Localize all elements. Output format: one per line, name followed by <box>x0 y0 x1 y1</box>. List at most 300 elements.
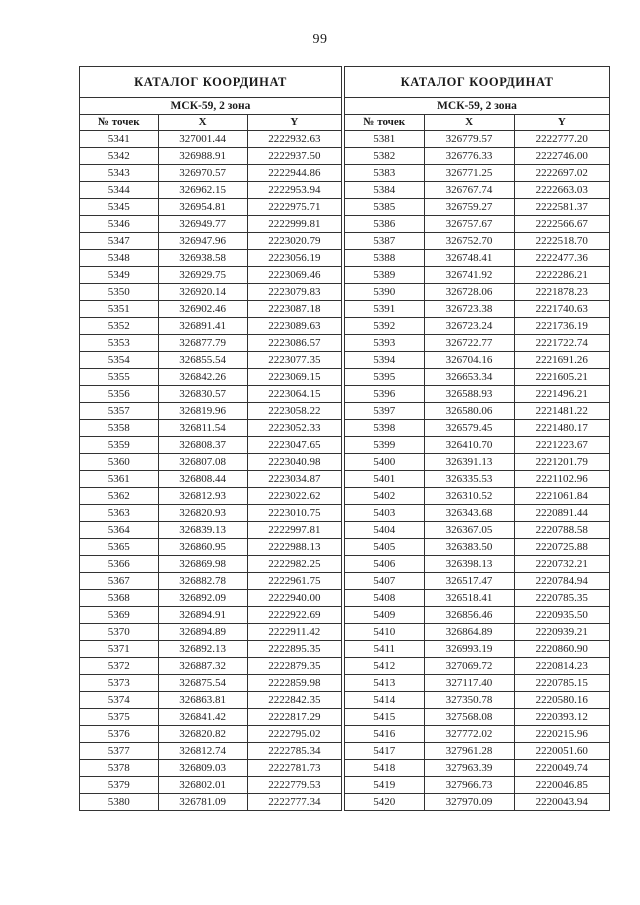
x-coordinate-cell: 326993.19 <box>424 641 514 658</box>
x-coordinate-cell: 327961.28 <box>424 743 514 760</box>
y-coordinate-cell: 2222982.25 <box>247 556 341 573</box>
table-row <box>80 607 342 624</box>
y-coordinate-cell: 2220049.74 <box>514 760 609 777</box>
table-row <box>345 471 610 488</box>
x-coordinate-cell: 326748.41 <box>424 250 514 267</box>
y-coordinate-cell: 2220785.15 <box>514 675 609 692</box>
y-coordinate-cell: 2222781.73 <box>247 760 341 777</box>
point-number-cell: 5344 <box>80 182 159 199</box>
x-coordinate-cell: 326410.70 <box>424 437 514 454</box>
point-number-cell: 5391 <box>345 301 425 318</box>
y-coordinate-cell: 2220860.90 <box>514 641 609 658</box>
x-coordinate-cell: 326820.93 <box>158 505 247 522</box>
y-coordinate-cell: 2220043.94 <box>514 794 609 811</box>
y-coordinate-cell: 2223079.83 <box>247 284 341 301</box>
x-coordinate-cell: 326391.13 <box>424 454 514 471</box>
table-row <box>345 403 610 420</box>
point-number-cell: 5404 <box>345 522 425 539</box>
point-number-cell: 5359 <box>80 437 159 454</box>
y-coordinate-cell: 2223087.18 <box>247 301 341 318</box>
x-coordinate-cell: 326335.53 <box>424 471 514 488</box>
point-number-cell: 5375 <box>80 709 159 726</box>
point-number-cell: 5420 <box>345 794 425 811</box>
y-coordinate-cell: 2220725.88 <box>514 539 609 556</box>
x-coordinate-cell: 326767.74 <box>424 182 514 199</box>
table-row <box>80 624 342 641</box>
point-number-cell: 5414 <box>345 692 425 709</box>
table-row <box>345 148 610 165</box>
point-number-cell: 5394 <box>345 352 425 369</box>
y-coordinate-cell: 2223034.87 <box>247 471 341 488</box>
table-row <box>345 488 610 505</box>
point-number-cell: 5408 <box>345 590 425 607</box>
table-row <box>345 182 610 199</box>
point-number-cell: 5378 <box>80 760 159 777</box>
page-number: 99 <box>312 32 328 47</box>
table-row <box>80 777 342 794</box>
x-coordinate-cell: 326579.45 <box>424 420 514 437</box>
table-row <box>80 199 342 216</box>
table-row <box>80 641 342 658</box>
point-number-cell: 5397 <box>345 403 425 420</box>
point-number-cell: 5350 <box>80 284 159 301</box>
point-number-cell: 5415 <box>345 709 425 726</box>
x-coordinate-cell: 326310.52 <box>424 488 514 505</box>
point-number-cell: 5402 <box>345 488 425 505</box>
table-row <box>345 658 610 675</box>
point-number-cell: 5419 <box>345 777 425 794</box>
x-coordinate-cell: 326891.41 <box>158 318 247 335</box>
y-coordinate-cell: 2223077.35 <box>247 352 341 369</box>
x-coordinate-cell: 326808.37 <box>158 437 247 454</box>
x-coordinate-cell: 327568.08 <box>424 709 514 726</box>
y-coordinate-cell: 2221201.79 <box>514 454 609 471</box>
x-coordinate-cell: 326819.96 <box>158 403 247 420</box>
y-coordinate-cell: 2223069.15 <box>247 369 341 386</box>
table-row <box>80 692 342 709</box>
x-coordinate-cell: 326517.47 <box>424 573 514 590</box>
point-number-cell: 5400 <box>345 454 425 471</box>
y-coordinate-cell: 2222746.00 <box>514 148 609 165</box>
y-coordinate-cell: 2222937.50 <box>247 148 341 165</box>
table-row <box>80 352 342 369</box>
y-coordinate-cell: 2220732.21 <box>514 556 609 573</box>
x-coordinate-cell: 326947.96 <box>158 233 247 250</box>
x-coordinate-cell: 326812.93 <box>158 488 247 505</box>
point-number-cell: 5351 <box>80 301 159 318</box>
column-header-point-number: № точек <box>80 115 159 131</box>
table-row <box>345 607 610 624</box>
table-row <box>80 403 342 420</box>
x-coordinate-cell: 326802.01 <box>158 777 247 794</box>
x-coordinate-cell: 326875.54 <box>158 675 247 692</box>
x-coordinate-cell: 326809.03 <box>158 760 247 777</box>
x-coordinate-cell: 326704.16 <box>424 352 514 369</box>
y-coordinate-cell: 2220891.44 <box>514 505 609 522</box>
y-coordinate-cell: 2222997.81 <box>247 522 341 539</box>
table-row <box>80 488 342 505</box>
x-coordinate-cell: 327069.72 <box>424 658 514 675</box>
y-coordinate-cell: 2220785.35 <box>514 590 609 607</box>
table-row <box>345 216 610 233</box>
point-number-cell: 5363 <box>80 505 159 522</box>
point-number-cell: 5382 <box>345 148 425 165</box>
x-coordinate-cell: 326820.82 <box>158 726 247 743</box>
table-row <box>345 675 610 692</box>
y-coordinate-cell: 2223047.65 <box>247 437 341 454</box>
x-coordinate-cell: 326902.46 <box>158 301 247 318</box>
y-coordinate-cell: 2223022.62 <box>247 488 341 505</box>
x-coordinate-cell: 327001.44 <box>158 131 247 148</box>
table-row <box>345 301 610 318</box>
table-row <box>345 760 610 777</box>
point-number-cell: 5392 <box>345 318 425 335</box>
table-row <box>80 250 342 267</box>
x-coordinate-cell: 326776.33 <box>424 148 514 165</box>
table-row <box>345 284 610 301</box>
table-row <box>80 743 342 760</box>
table-row <box>345 556 610 573</box>
x-coordinate-cell: 326343.68 <box>424 505 514 522</box>
coordinate-catalog-right <box>344 66 610 811</box>
column-header-point-number: № точек <box>345 115 425 131</box>
table-row <box>345 233 610 250</box>
x-coordinate-cell: 326808.44 <box>158 471 247 488</box>
table-row <box>345 743 610 760</box>
catalog-zone: МСК-59, 2 зона <box>80 98 342 115</box>
x-coordinate-cell: 326383.50 <box>424 539 514 556</box>
point-number-cell: 5353 <box>80 335 159 352</box>
table-row <box>345 794 610 811</box>
x-coordinate-cell: 327117.40 <box>424 675 514 692</box>
y-coordinate-cell: 2220051.60 <box>514 743 609 760</box>
y-coordinate-cell: 2221691.26 <box>514 352 609 369</box>
y-coordinate-cell: 2222785.34 <box>247 743 341 760</box>
table-row <box>80 590 342 607</box>
y-coordinate-cell: 2222477.36 <box>514 250 609 267</box>
table-row <box>345 709 610 726</box>
x-coordinate-cell: 326887.32 <box>158 658 247 675</box>
table-row <box>345 318 610 335</box>
y-coordinate-cell: 2222911.42 <box>247 624 341 641</box>
table-row <box>345 386 610 403</box>
x-coordinate-cell: 326781.09 <box>158 794 247 811</box>
point-number-cell: 5352 <box>80 318 159 335</box>
x-coordinate-cell: 326929.75 <box>158 267 247 284</box>
point-number-cell: 5364 <box>80 522 159 539</box>
table-row <box>80 658 342 675</box>
x-coordinate-cell: 326807.08 <box>158 454 247 471</box>
point-number-cell: 5348 <box>80 250 159 267</box>
point-number-cell: 5342 <box>80 148 159 165</box>
y-coordinate-cell: 2221736.19 <box>514 318 609 335</box>
table-row <box>80 471 342 488</box>
y-coordinate-cell: 2222795.02 <box>247 726 341 743</box>
y-coordinate-cell: 2220393.12 <box>514 709 609 726</box>
coordinate-catalog-left <box>79 66 342 811</box>
point-number-cell: 5381 <box>345 131 425 148</box>
point-number-cell: 5357 <box>80 403 159 420</box>
y-coordinate-cell: 2222922.69 <box>247 607 341 624</box>
table-row <box>80 131 342 148</box>
table-row <box>345 505 610 522</box>
table-row <box>345 267 610 284</box>
y-coordinate-cell: 2223040.98 <box>247 454 341 471</box>
x-coordinate-cell: 326779.57 <box>424 131 514 148</box>
table-row <box>345 777 610 794</box>
x-coordinate-cell: 326722.77 <box>424 335 514 352</box>
y-coordinate-cell: 2222953.94 <box>247 182 341 199</box>
point-number-cell: 5383 <box>345 165 425 182</box>
table-row <box>80 182 342 199</box>
table-row <box>80 148 342 165</box>
y-coordinate-cell: 2220046.85 <box>514 777 609 794</box>
point-number-cell: 5384 <box>345 182 425 199</box>
y-coordinate-cell: 2221223.67 <box>514 437 609 454</box>
table-row <box>345 369 610 386</box>
point-number-cell: 5362 <box>80 488 159 505</box>
point-number-cell: 5398 <box>345 420 425 437</box>
x-coordinate-cell: 326839.13 <box>158 522 247 539</box>
point-number-cell: 5401 <box>345 471 425 488</box>
table-row <box>345 250 610 267</box>
x-coordinate-cell: 326518.41 <box>424 590 514 607</box>
table-row <box>80 760 342 777</box>
y-coordinate-cell: 2222817.29 <box>247 709 341 726</box>
table-row <box>345 437 610 454</box>
table-row <box>80 454 342 471</box>
y-coordinate-cell: 2223056.19 <box>247 250 341 267</box>
y-coordinate-cell: 2221481.22 <box>514 403 609 420</box>
point-number-cell: 5413 <box>345 675 425 692</box>
table-row <box>345 539 610 556</box>
x-coordinate-cell: 326863.81 <box>158 692 247 709</box>
point-number-cell: 5411 <box>345 641 425 658</box>
y-coordinate-cell: 2220939.21 <box>514 624 609 641</box>
table-row <box>80 726 342 743</box>
x-coordinate-cell: 326892.13 <box>158 641 247 658</box>
point-number-cell: 5409 <box>345 607 425 624</box>
table-row <box>80 675 342 692</box>
point-number-cell: 5403 <box>345 505 425 522</box>
x-coordinate-cell: 326841.42 <box>158 709 247 726</box>
table-row <box>345 522 610 539</box>
x-coordinate-cell: 326954.81 <box>158 199 247 216</box>
point-number-cell: 5360 <box>80 454 159 471</box>
table-row <box>345 624 610 641</box>
table-row <box>345 165 610 182</box>
y-coordinate-cell: 2223020.79 <box>247 233 341 250</box>
point-number-cell: 5345 <box>80 199 159 216</box>
column-header-y: Y <box>247 115 341 131</box>
point-number-cell: 5367 <box>80 573 159 590</box>
table-row <box>80 556 342 573</box>
y-coordinate-cell: 2223086.57 <box>247 335 341 352</box>
x-coordinate-cell: 326894.91 <box>158 607 247 624</box>
y-coordinate-cell: 2222697.02 <box>514 165 609 182</box>
point-number-cell: 5349 <box>80 267 159 284</box>
table-row <box>80 301 342 318</box>
x-coordinate-cell: 326830.57 <box>158 386 247 403</box>
table-row <box>80 318 342 335</box>
y-coordinate-cell: 2221605.21 <box>514 369 609 386</box>
y-coordinate-cell: 2222940.00 <box>247 590 341 607</box>
y-coordinate-cell: 2220784.94 <box>514 573 609 590</box>
point-number-cell: 5386 <box>345 216 425 233</box>
table-row <box>345 590 610 607</box>
y-coordinate-cell: 2220935.50 <box>514 607 609 624</box>
x-coordinate-cell: 327963.39 <box>424 760 514 777</box>
x-coordinate-cell: 326752.70 <box>424 233 514 250</box>
point-number-cell: 5399 <box>345 437 425 454</box>
table-row <box>80 386 342 403</box>
table-row <box>345 199 610 216</box>
point-number-cell: 5416 <box>345 726 425 743</box>
y-coordinate-cell: 2220788.58 <box>514 522 609 539</box>
point-number-cell: 5370 <box>80 624 159 641</box>
x-coordinate-cell: 326894.89 <box>158 624 247 641</box>
point-number-cell: 5361 <box>80 471 159 488</box>
table-row <box>80 165 342 182</box>
y-coordinate-cell: 2221740.63 <box>514 301 609 318</box>
point-number-cell: 5366 <box>80 556 159 573</box>
table-row <box>80 539 342 556</box>
point-number-cell: 5406 <box>345 556 425 573</box>
y-coordinate-cell: 2223058.22 <box>247 403 341 420</box>
x-coordinate-cell: 326653.34 <box>424 369 514 386</box>
table-row <box>80 369 342 386</box>
x-coordinate-cell: 326856.46 <box>424 607 514 624</box>
point-number-cell: 5385 <box>345 199 425 216</box>
point-number-cell: 5373 <box>80 675 159 692</box>
x-coordinate-cell: 326860.95 <box>158 539 247 556</box>
y-coordinate-cell: 2221496.21 <box>514 386 609 403</box>
x-coordinate-cell: 326759.27 <box>424 199 514 216</box>
column-header-x: X <box>158 115 247 131</box>
y-coordinate-cell: 2222663.03 <box>514 182 609 199</box>
y-coordinate-cell: 2222518.70 <box>514 233 609 250</box>
x-coordinate-cell: 326970.57 <box>158 165 247 182</box>
point-number-cell: 5418 <box>345 760 425 777</box>
x-coordinate-cell: 326398.13 <box>424 556 514 573</box>
table-row <box>80 794 342 811</box>
x-coordinate-cell: 326877.79 <box>158 335 247 352</box>
table-row <box>345 454 610 471</box>
table-row <box>345 420 610 437</box>
y-coordinate-cell: 2222779.53 <box>247 777 341 794</box>
y-coordinate-cell: 2222286.21 <box>514 267 609 284</box>
x-coordinate-cell: 326869.98 <box>158 556 247 573</box>
table-row <box>345 692 610 709</box>
table-row <box>80 233 342 250</box>
x-coordinate-cell: 326723.38 <box>424 301 514 318</box>
point-number-cell: 5343 <box>80 165 159 182</box>
x-coordinate-cell: 326938.58 <box>158 250 247 267</box>
x-coordinate-cell: 326892.09 <box>158 590 247 607</box>
table-row <box>80 267 342 284</box>
point-number-cell: 5417 <box>345 743 425 760</box>
x-coordinate-cell: 326771.25 <box>424 165 514 182</box>
table-row <box>80 284 342 301</box>
y-coordinate-cell: 2222895.35 <box>247 641 341 658</box>
x-coordinate-cell: 326864.89 <box>424 624 514 641</box>
point-number-cell: 5356 <box>80 386 159 403</box>
y-coordinate-cell: 2223064.15 <box>247 386 341 403</box>
y-coordinate-cell: 2221102.96 <box>514 471 609 488</box>
x-coordinate-cell: 326723.24 <box>424 318 514 335</box>
y-coordinate-cell: 2222777.20 <box>514 131 609 148</box>
point-number-cell: 5374 <box>80 692 159 709</box>
x-coordinate-cell: 326367.05 <box>424 522 514 539</box>
table-row <box>80 522 342 539</box>
y-coordinate-cell: 2223069.46 <box>247 267 341 284</box>
table-row <box>345 641 610 658</box>
point-number-cell: 5371 <box>80 641 159 658</box>
x-coordinate-cell: 326812.74 <box>158 743 247 760</box>
point-number-cell: 5387 <box>345 233 425 250</box>
catalog-zone: МСК-59, 2 зона <box>345 98 610 115</box>
catalog-body-left <box>80 131 342 811</box>
x-coordinate-cell: 326962.15 <box>158 182 247 199</box>
table-row <box>345 131 610 148</box>
y-coordinate-cell: 2222842.35 <box>247 692 341 709</box>
point-number-cell: 5354 <box>80 352 159 369</box>
column-header-x: X <box>424 115 514 131</box>
y-coordinate-cell: 2221722.74 <box>514 335 609 352</box>
point-number-cell: 5365 <box>80 539 159 556</box>
table-row <box>80 420 342 437</box>
x-coordinate-cell: 326811.54 <box>158 420 247 437</box>
y-coordinate-cell: 2222566.67 <box>514 216 609 233</box>
y-coordinate-cell: 2222581.37 <box>514 199 609 216</box>
x-coordinate-cell: 326580.06 <box>424 403 514 420</box>
point-number-cell: 5379 <box>80 777 159 794</box>
table-row <box>80 216 342 233</box>
table-row <box>345 573 610 590</box>
x-coordinate-cell: 326588.93 <box>424 386 514 403</box>
point-number-cell: 5390 <box>345 284 425 301</box>
y-coordinate-cell: 2223052.33 <box>247 420 341 437</box>
point-number-cell: 5346 <box>80 216 159 233</box>
x-coordinate-cell: 327772.02 <box>424 726 514 743</box>
table-row <box>80 573 342 590</box>
x-coordinate-cell: 327966.73 <box>424 777 514 794</box>
table-row <box>345 352 610 369</box>
column-header-y: Y <box>514 115 609 131</box>
table-row <box>345 335 610 352</box>
point-number-cell: 5369 <box>80 607 159 624</box>
table-row <box>80 505 342 522</box>
y-coordinate-cell: 2222961.75 <box>247 573 341 590</box>
point-number-cell: 5368 <box>80 590 159 607</box>
point-number-cell: 5355 <box>80 369 159 386</box>
x-coordinate-cell: 327970.09 <box>424 794 514 811</box>
y-coordinate-cell: 2222932.63 <box>247 131 341 148</box>
x-coordinate-cell: 326741.92 <box>424 267 514 284</box>
point-number-cell: 5388 <box>345 250 425 267</box>
y-coordinate-cell: 2220814.23 <box>514 658 609 675</box>
y-coordinate-cell: 2222988.13 <box>247 539 341 556</box>
y-coordinate-cell: 2222999.81 <box>247 216 341 233</box>
y-coordinate-cell: 2221480.17 <box>514 420 609 437</box>
y-coordinate-cell: 2223089.63 <box>247 318 341 335</box>
x-coordinate-cell: 326949.77 <box>158 216 247 233</box>
point-number-cell: 5377 <box>80 743 159 760</box>
point-number-cell: 5407 <box>345 573 425 590</box>
point-number-cell: 5380 <box>80 794 159 811</box>
point-number-cell: 5410 <box>345 624 425 641</box>
y-coordinate-cell: 2222879.35 <box>247 658 341 675</box>
